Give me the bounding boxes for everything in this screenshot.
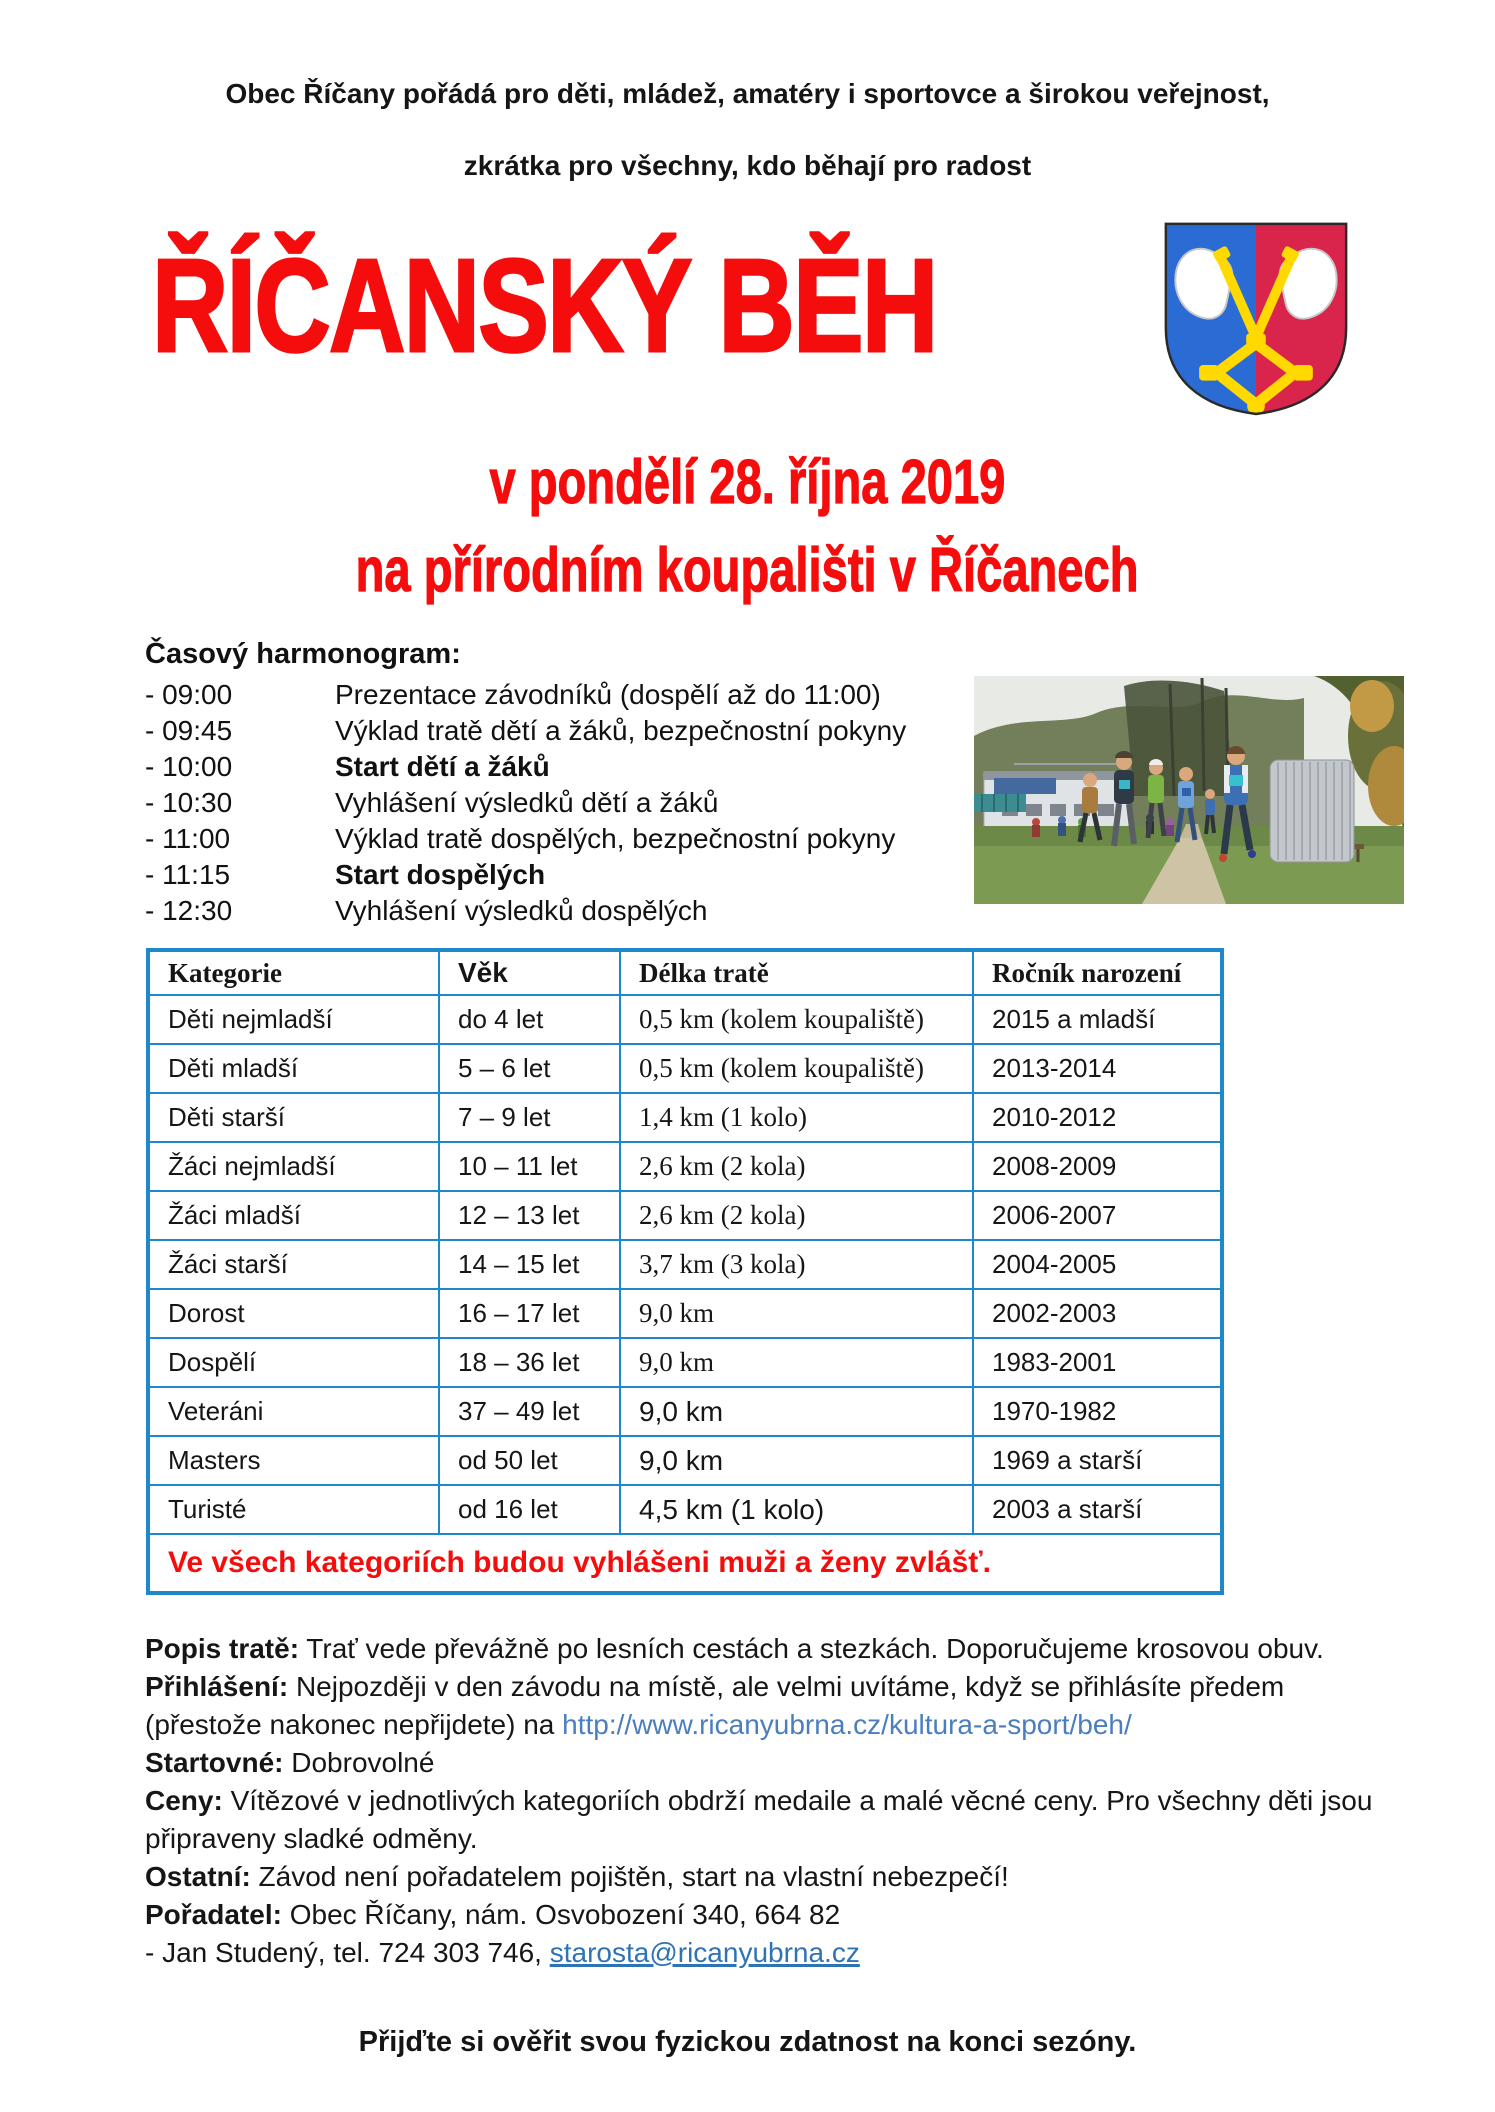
table-row	[148, 1289, 1222, 1338]
info-paragraph: Ceny: Vítězové v jednotlivých kategoriích obdrží medaile a malé věcné ceny. Pro všechny děti jsou připraveny sladké odměny.	[145, 1785, 1373, 1854]
table-row	[148, 1387, 1222, 1436]
table-row	[148, 1191, 1222, 1240]
runners-photo-image	[974, 676, 1404, 904]
table-row	[148, 1093, 1222, 1142]
schedule-desc: Start dospělých	[335, 859, 546, 890]
table-cell: 37 – 49 let	[439, 1387, 620, 1436]
table-cell: 4,5 km (1 kolo)	[620, 1485, 973, 1534]
table-cell: 2010-2012	[973, 1093, 1222, 1142]
table-cell: Masters	[148, 1436, 439, 1485]
table-cell: 10 – 11 let	[439, 1142, 620, 1191]
table-row	[148, 1142, 1222, 1191]
info-paragraph: Přihlášení: Nejpozději v den závodu na místě, ale velmi uvítáme, když se přihlásíte předem (přestože nakonec nepřijdete) na http://www.ricanyubrna.cz/kultura-a-sport/beh/	[145, 1671, 1285, 1740]
info-paragraph: Popis tratě: Trať vede převážně po lesních cestách a stezkách. Doporučujeme krosovou obuv.	[145, 1633, 1324, 1664]
schedule-desc: Vyhlášení výsledků dětí a žáků	[335, 787, 719, 818]
table-cell: 5 – 6 let	[439, 1044, 620, 1093]
table-cell: 2006-2007	[973, 1191, 1222, 1240]
table-cell: 0,5 km (kolem koupaliště)	[620, 995, 973, 1044]
schedule-desc: Vyhlášení výsledků dospělých	[335, 895, 708, 926]
table-cell: Žáci starší	[148, 1240, 439, 1289]
schedule-list	[145, 677, 980, 929]
table-cell: 2008-2009	[973, 1142, 1222, 1191]
schedule-desc: Výklad tratě dospělých, bezpečnostní pokyny	[335, 823, 896, 854]
table-cell: 2013-2014	[973, 1044, 1222, 1093]
schedule-desc: Prezentace závodníků (dospělí až do 11:00)	[335, 679, 881, 710]
table-row	[148, 1436, 1222, 1485]
schedule-heading: Časový harmonogram:	[145, 638, 461, 670]
footer-note: Přijďte si ověřit svou fyzickou zdatnost na konci sezóny.	[358, 2026, 1137, 2058]
table-cell: 9,0 km	[620, 1338, 973, 1387]
info-label: Startovné:	[145, 1747, 284, 1778]
info-label: Popis tratě:	[145, 1633, 300, 1664]
table-cell: od 16 let	[439, 1485, 620, 1534]
table-cell: 2002-2003	[973, 1289, 1222, 1338]
table-cell: 1983-2001	[973, 1338, 1222, 1387]
schedule-time: - 11:15	[145, 859, 231, 890]
schedule-row	[145, 749, 980, 785]
table-cell: 9,0 km	[620, 1436, 973, 1485]
table-cell: 12 – 13 let	[439, 1191, 620, 1240]
schedule-row	[145, 677, 980, 713]
table-header-row	[148, 950, 1222, 995]
table-cell: Žáci nejmladší	[148, 1142, 439, 1191]
runners-photo	[974, 676, 1404, 904]
table-cell: 9,0 km	[620, 1387, 973, 1436]
schedule-row	[145, 821, 980, 857]
table-cell: 1,4 km (1 kolo)	[620, 1093, 973, 1142]
schedule-row	[145, 713, 980, 749]
table-cell: 3,7 km (3 kola)	[620, 1240, 973, 1289]
registration-link[interactable]: http://www.ricanyubrna.cz/kultura-a-sport/beh/	[562, 1709, 1132, 1740]
table-body	[148, 995, 1222, 1534]
table-row	[148, 1044, 1222, 1093]
info-label: Ostatní:	[145, 1861, 251, 1892]
table-cell: 18 – 36 let	[439, 1338, 620, 1387]
table-cell: Děti mladší	[148, 1044, 439, 1093]
table-cell: do 4 let	[439, 995, 620, 1044]
table-cell: 2015 a mladší	[973, 995, 1222, 1044]
table-cell: Veteráni	[148, 1387, 439, 1436]
email-link[interactable]: starosta@ricanyubrna.cz	[549, 1937, 860, 1968]
table-header-cell: Kategorie	[148, 950, 439, 995]
table-cell: 2,6 km (2 kola)	[620, 1142, 973, 1191]
info-label: Přihlášení:	[145, 1671, 289, 1702]
table-cell: 2004-2005	[973, 1240, 1222, 1289]
schedule-row	[145, 857, 980, 893]
table-cell: 16 – 17 let	[439, 1289, 620, 1338]
table-footer-note: Ve všech kategoriích budou vyhlášeni muži a ženy zvlášť.	[148, 1534, 1222, 1593]
table-cell: 7 – 9 let	[439, 1093, 620, 1142]
schedule-time: - 10:00	[145, 751, 233, 782]
categories-table	[146, 948, 1224, 1595]
event-title: ŘÍČANSKÝ BĚH	[152, 232, 937, 379]
table-cell: Děti starší	[148, 1093, 439, 1142]
schedule-desc: Výklad tratě dětí a žáků, bezpečnostní pokyny	[335, 715, 907, 746]
table-row	[148, 1485, 1222, 1534]
table-cell: Žáci mladší	[148, 1191, 439, 1240]
table-cell: 2003 a starší	[973, 1485, 1222, 1534]
table-cell: od 50 let	[439, 1436, 620, 1485]
table-cell: 2,6 km (2 kola)	[620, 1191, 973, 1240]
info-block	[145, 1630, 1390, 1972]
crest-shield-icon	[1158, 218, 1354, 419]
table-footer-row	[148, 1534, 1222, 1593]
table-row	[148, 1338, 1222, 1387]
schedule-time: - 12:30	[145, 895, 233, 926]
schedule-row	[145, 785, 980, 821]
info-paragraph: Startovné: Dobrovolné	[145, 1747, 435, 1778]
event-date: v pondělí 28. října 2019	[489, 448, 1006, 517]
table-cell: 14 – 15 let	[439, 1240, 620, 1289]
header-line-1: Obec Říčany pořádá pro děti, mládež, amatéry i sportovce a širokou veřejnost,	[225, 78, 1270, 109]
info-paragraph: Pořadatel: Obec Říčany, nám. Osvobození 340, 664 82	[145, 1899, 841, 1930]
schedule-time: - 09:45	[145, 715, 233, 746]
schedule-desc: Start dětí a žáků	[335, 751, 550, 782]
table-row	[148, 1240, 1222, 1289]
table-cell: 9,0 km	[620, 1289, 973, 1338]
schedule-row	[145, 893, 980, 929]
schedule-time: - 09:00	[145, 679, 233, 710]
table-cell: 1970-1982	[973, 1387, 1222, 1436]
table-cell: Turisté	[148, 1485, 439, 1534]
municipal-crest	[1158, 218, 1354, 418]
table-cell: Dorost	[148, 1289, 439, 1338]
table-header-cell: Věk	[439, 950, 620, 995]
header-line-2: zkrátka pro všechny, kdo běhají pro radost	[463, 150, 1032, 181]
table-cell: Dospělí	[148, 1338, 439, 1387]
schedule-time: - 10:30	[145, 787, 233, 818]
info-paragraph: - Jan Studený, tel. 724 303 746, starosta@ricanyubrna.cz	[145, 1937, 860, 1968]
table-cell: 1969 a starší	[973, 1436, 1222, 1485]
table-cell: 0,5 km (kolem koupaliště)	[620, 1044, 973, 1093]
table-cell: Děti nejmladší	[148, 995, 439, 1044]
table-header-cell: Délka tratě	[620, 950, 973, 995]
info-paragraph: Ostatní: Závod není pořadatelem pojištěn, start na vlastní nebezpečí!	[145, 1861, 1009, 1892]
schedule-section	[145, 638, 980, 929]
schedule-time: - 11:00	[145, 823, 231, 854]
table-row	[148, 995, 1222, 1044]
info-label: Pořadatel:	[145, 1899, 282, 1930]
table-header-cell: Ročník narození	[973, 950, 1222, 995]
info-label: Ceny:	[145, 1785, 223, 1816]
event-location: na přírodním koupališti v Říčanech	[356, 536, 1139, 605]
